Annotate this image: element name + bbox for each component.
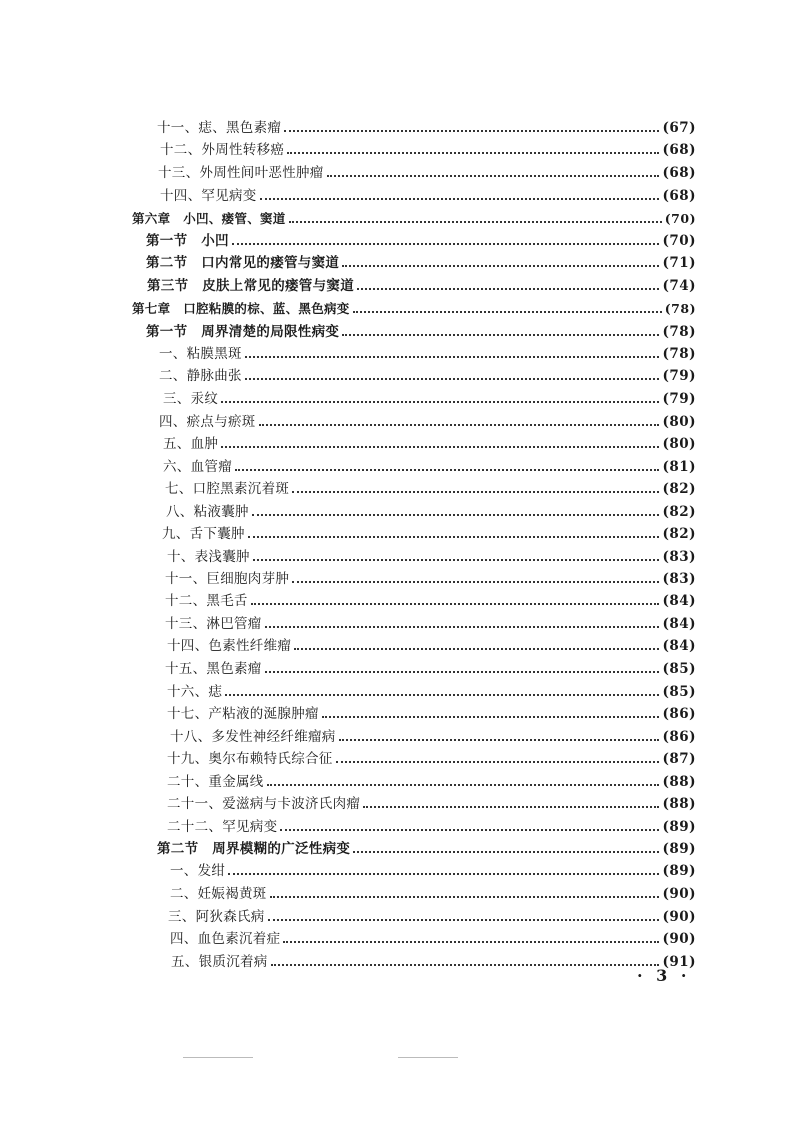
entry-title: 一、发绀 bbox=[170, 863, 226, 879]
entry-page: (89) bbox=[662, 841, 696, 857]
toc-entry bbox=[167, 545, 696, 565]
entry-title: 一、粘膜黑斑 bbox=[159, 346, 242, 362]
scan-speck bbox=[183, 1057, 253, 1058]
entry-page: (83) bbox=[662, 571, 696, 587]
dot-leader bbox=[363, 805, 659, 808]
dot-leader bbox=[268, 918, 660, 921]
dot-leader bbox=[292, 490, 659, 493]
entry-page: (78) bbox=[662, 346, 696, 362]
entry-page: (84) bbox=[662, 593, 696, 609]
chapter-entry bbox=[132, 207, 696, 227]
entry-page: (84) bbox=[662, 616, 696, 632]
entry-title: 第二节 周界模糊的广泛性病变 bbox=[157, 841, 351, 857]
section-entry bbox=[146, 251, 696, 271]
dot-leader bbox=[232, 242, 660, 245]
toc-entry bbox=[167, 770, 696, 790]
entry-page: (87) bbox=[662, 751, 696, 767]
entry-page: (78) bbox=[664, 301, 696, 316]
toc-entry bbox=[159, 410, 696, 430]
toc-entry bbox=[165, 657, 696, 677]
toc-entry bbox=[167, 747, 696, 767]
dot-leader bbox=[245, 377, 660, 380]
toc-entry bbox=[170, 882, 696, 902]
entry-title: 第一节 周界清楚的局限性病变 bbox=[146, 324, 340, 340]
entry-page: (68) bbox=[662, 142, 696, 158]
entry-page: (89) bbox=[662, 863, 696, 879]
entry-title: 十三、淋巴管瘤 bbox=[165, 616, 262, 632]
dot-leader bbox=[259, 423, 660, 426]
toc-entry bbox=[167, 815, 696, 835]
entry-page: (90) bbox=[662, 909, 696, 925]
dot-leader bbox=[235, 468, 659, 471]
section-entry bbox=[146, 229, 696, 249]
dot-leader bbox=[287, 151, 659, 154]
dot-leader bbox=[221, 445, 659, 448]
dot-leader bbox=[228, 872, 659, 875]
dot-leader bbox=[283, 940, 659, 943]
toc-entry bbox=[165, 567, 696, 587]
toc-entry bbox=[168, 905, 696, 925]
toc-entry bbox=[163, 432, 696, 452]
entry-page: (88) bbox=[662, 796, 696, 812]
dot-leader bbox=[265, 670, 660, 673]
entry-page: (79) bbox=[662, 391, 696, 407]
entry-title: 二十一、爱滋病与卡波济氏肉瘤 bbox=[167, 796, 361, 812]
dot-leader bbox=[253, 558, 660, 561]
section-entry bbox=[146, 320, 696, 340]
entry-title: 十二、外周性转移癌 bbox=[160, 142, 285, 158]
entry-title: 三、阿狄森氏病 bbox=[168, 909, 265, 925]
entry-page: (90) bbox=[662, 931, 696, 947]
entry-page: (89) bbox=[662, 819, 696, 835]
entry-title: 九、舌下囊肿 bbox=[162, 526, 245, 542]
dot-leader bbox=[251, 602, 660, 605]
section-entry bbox=[157, 837, 696, 857]
entry-title: 十四、色素性纤维瘤 bbox=[167, 638, 292, 654]
entry-title: 五、血肿 bbox=[163, 436, 219, 452]
entry-title: 五、银质沉着病 bbox=[171, 954, 268, 970]
chapter-entry bbox=[132, 297, 696, 317]
dot-leader bbox=[357, 287, 659, 290]
toc-entry bbox=[167, 680, 696, 700]
dot-leader bbox=[284, 129, 659, 132]
toc-entry bbox=[170, 927, 696, 947]
dot-leader bbox=[271, 963, 660, 966]
entry-title: 十二、黑毛舌 bbox=[165, 593, 248, 609]
dot-leader bbox=[245, 355, 660, 358]
page-number: · 3 · bbox=[637, 966, 691, 985]
entry-title: 十八、多发性神经纤维瘤病 bbox=[170, 729, 336, 745]
dot-leader bbox=[252, 513, 660, 516]
toc-entry bbox=[167, 792, 696, 812]
dot-leader bbox=[289, 220, 662, 223]
entry-title: 十七、产粘液的涎腺肿瘤 bbox=[167, 706, 319, 722]
entry-page: (80) bbox=[662, 414, 696, 430]
toc-entry bbox=[160, 138, 696, 158]
entry-page: (82) bbox=[662, 481, 696, 497]
entry-page: (85) bbox=[662, 684, 696, 700]
entry-title: 第七章 口腔粘膜的棕、蓝、黑色病变 bbox=[132, 301, 350, 316]
entry-title: 二、静脉曲张 bbox=[159, 368, 242, 384]
entry-title: 十九、奥尔布赖特氏综合征 bbox=[167, 751, 333, 767]
entry-title: 三、汞纹 bbox=[163, 391, 219, 407]
entry-page: (90) bbox=[662, 886, 696, 902]
entry-page: (71) bbox=[662, 255, 696, 271]
entry-page: (80) bbox=[662, 436, 696, 452]
toc-entry bbox=[158, 161, 696, 181]
scan-speck bbox=[398, 1057, 458, 1058]
toc-entry bbox=[165, 612, 696, 632]
entry-page: (79) bbox=[662, 368, 696, 384]
entry-title: 第一节 小凹 bbox=[146, 233, 229, 249]
toc-entry bbox=[167, 702, 696, 722]
toc-entry bbox=[170, 859, 696, 879]
dot-leader bbox=[267, 783, 660, 786]
entry-title: 十五、黑色素瘤 bbox=[165, 661, 262, 677]
toc-entry bbox=[162, 522, 696, 542]
entry-title: 十一、痣、黑色素瘤 bbox=[157, 120, 282, 136]
toc-entry bbox=[159, 342, 696, 362]
entry-page: (91) bbox=[662, 954, 696, 970]
entry-title: 十四、罕见病变 bbox=[160, 188, 257, 204]
entry-page: (78) bbox=[662, 324, 696, 340]
entry-page: (85) bbox=[662, 661, 696, 677]
dot-leader bbox=[353, 310, 662, 313]
entry-title: 二、妊娠褐黄斑 bbox=[170, 886, 267, 902]
entry-title: 二十二、罕见病变 bbox=[167, 819, 278, 835]
entry-title: 十一、巨细胞肉芽肿 bbox=[165, 571, 290, 587]
dot-leader bbox=[294, 647, 659, 650]
entry-title: 七、口腔黑素沉着斑 bbox=[165, 481, 290, 497]
dot-leader bbox=[339, 738, 660, 741]
dot-leader bbox=[336, 760, 660, 763]
toc-entry bbox=[157, 116, 696, 136]
entry-title: 八、粘液囊肿 bbox=[166, 504, 249, 520]
dot-leader bbox=[225, 693, 659, 696]
toc-entry bbox=[165, 589, 696, 609]
dot-leader bbox=[292, 580, 659, 583]
entry-page: (83) bbox=[662, 549, 696, 565]
entry-page: (70) bbox=[662, 233, 696, 249]
entry-title: 第三节 皮肤上常见的瘘管与窦道 bbox=[147, 278, 354, 294]
entry-page: (86) bbox=[662, 706, 696, 722]
entry-page: (70) bbox=[664, 211, 696, 226]
dot-leader bbox=[322, 715, 660, 718]
entry-title: 第二节 口内常见的瘘管与窦道 bbox=[146, 255, 340, 271]
toc-entry bbox=[170, 725, 696, 745]
entry-title: 第六章 小凹、瘘管、窦道 bbox=[132, 211, 286, 226]
dot-leader bbox=[353, 850, 659, 853]
dot-leader bbox=[327, 174, 660, 177]
dot-leader bbox=[248, 535, 660, 538]
entry-title: 二十、重金属线 bbox=[167, 774, 264, 790]
dot-leader bbox=[280, 828, 659, 831]
entry-page: (81) bbox=[662, 459, 696, 475]
entry-title: 十三、外周性间叶恶性肿瘤 bbox=[158, 165, 324, 181]
dot-leader bbox=[260, 197, 660, 200]
toc-entry bbox=[160, 184, 696, 204]
toc-entry bbox=[163, 387, 696, 407]
entry-page: (82) bbox=[662, 526, 696, 542]
entry-page: (74) bbox=[662, 278, 696, 294]
entry-title: 十、表浅囊肿 bbox=[167, 549, 250, 565]
toc-entry bbox=[167, 634, 696, 654]
entry-page: (68) bbox=[662, 165, 696, 181]
entry-page: (82) bbox=[662, 504, 696, 520]
entry-title: 十六、痣 bbox=[167, 684, 223, 700]
dot-leader bbox=[221, 400, 659, 403]
entry-title: 六、血管瘤 bbox=[163, 459, 232, 475]
section-entry bbox=[147, 274, 696, 294]
toc-entry bbox=[171, 950, 696, 970]
toc-entry bbox=[159, 364, 696, 384]
dot-leader bbox=[265, 625, 660, 628]
dot-leader bbox=[342, 264, 659, 267]
toc-entry bbox=[166, 500, 696, 520]
entry-page: (88) bbox=[662, 774, 696, 790]
entry-page: (84) bbox=[662, 638, 696, 654]
entry-title: 四、血色素沉着症 bbox=[170, 931, 281, 947]
toc-entry bbox=[163, 455, 696, 475]
dot-leader bbox=[342, 333, 659, 336]
entry-page: (86) bbox=[662, 729, 696, 745]
toc-entry bbox=[165, 477, 696, 497]
entry-page: (67) bbox=[662, 120, 696, 136]
entry-page: (68) bbox=[662, 188, 696, 204]
dot-leader bbox=[270, 895, 660, 898]
entry-title: 四、瘀点与瘀斑 bbox=[159, 414, 256, 430]
